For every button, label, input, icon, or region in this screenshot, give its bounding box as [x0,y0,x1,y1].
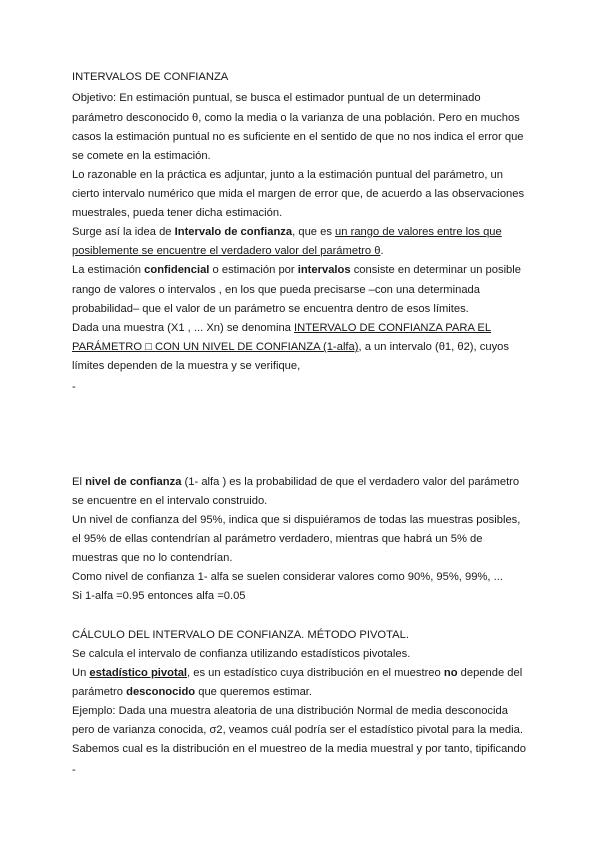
muestra-line-1: Dada una muestra (X1 , ... Xn) se denomina INTERVALO DE CONFIANZA PARA EL [72,322,492,334]
razonable-line-1: Lo razonable en la práctica es adjuntar, junto a la estimación puntual del parámetro, un [72,169,503,181]
nivel-line-2: se encuentre en el intervalo construido. [72,495,268,507]
term-no: no [443,667,458,679]
term-confidencial: confidencial [144,264,210,276]
term-nivel-de-confianza: nivel de confianza [85,476,182,488]
ejemplo-line-1: Ejemplo: Dada una muestra aleatoria de una distribución Normal de media desconocida [72,705,508,717]
muestra-line-2: PARÁMETRO □ CON UN NIVEL DE CONFIANZA (1-alfa), a un intervalo (θ1, θ2), cuyos [72,341,509,353]
term-parametro-underlined: PARÁMETRO □ CON UN NIVEL DE CONFIANZA (1-alfa) [72,341,359,353]
term-desconocido: desconocido [126,686,196,698]
objetivo-line-4: se comete en la estimación. [72,150,211,162]
ejemplo-nivel-line-2: el 95% de ellas contendrían al parámetro verdadero, mientras que habrá un 5% de [72,533,483,545]
ejemplo-nivel-line-1: Un nivel de confianza del 95%, indica que si dispuiéramos de todas las muestras posibles, [72,514,521,526]
ejemplo-line-3: Sabemos cual es la distribución en el muestreo de la media muestral y por tanto, tipificando [72,743,526,755]
razonable-line-2: cierto intervalo numérico que mida el margen de error que, de acuerdo a las observaciones [72,188,525,200]
ejemplo-nivel-line-3: muestras que no lo contendrían. [72,552,233,564]
estimacion-line-3: probabilidad– que el valor de un parámetro se encuentra dentro de esos límites. [72,303,469,315]
estimacion-line-1: La estimación confidencial o estimación por intervalos consiste en determinar un posible [72,264,521,276]
dash-separator-2: - [72,764,76,776]
term-intervalo-de-confianza: Intervalo de confianza [174,226,293,238]
ejemplo-line-2: pero de varianza conocida, σ2, veamos cuál podría ser el estadístico pivotal para la media. [72,724,523,736]
dash-separator: - [72,381,76,393]
term-intervalo-underlined: INTERVALO DE CONFIANZA PARA EL [294,322,492,334]
objetivo-line-1: Objetivo: En estimación puntual, se busca el estimador puntual de un determinado [72,92,481,104]
objetivo-line-3: casos la estimación puntual no es suficiente en el sentido de que no nos indica el error que [72,131,524,143]
surge-line-2: posiblemente se encuentre el verdadero valor del parámetro θ. [72,245,384,257]
surge-line-1: Surge así la idea de Intervalo de confianza, que es un rango de valores entre los que [72,226,502,238]
pivotal-line-1: Un estadístico pivotal, es un estadístico cuya distribución en el muestreo no depende del [72,667,523,679]
nivel-line-1: El nivel de confianza (1- alfa ) es la probabilidad de que el verdadero valor del parámetro [72,476,520,488]
ejemplo-nivel-line-4: Como nivel de confianza 1- alfa se suelen considerar valores como 90%, 95%, 99%, ... [72,571,503,583]
pivotal-line-2: parámetro desconocido que queremos estimar. [72,686,313,698]
objetivo-line-2: parámetro desconocido θ, como la media o la varianza de una población. Pero en muchos [72,112,520,124]
definition-underlined: un rango de valores entre los que [335,226,502,238]
calculo-heading: CÁLCULO DEL INTERVALO DE CONFIANZA. MÉTODO PIVOTAL. [72,629,409,641]
calculo-line: Se calcula el intervalo de confianza utilizando estadísticos pivotales. [72,648,411,660]
document-title: INTERVALOS DE CONFIANZA [72,71,229,83]
definition-underlined-cont: posiblemente se encuentre el verdadero valor del parámetro θ [72,245,381,257]
term-estadistico-pivotal: estadístico pivotal [89,667,188,679]
term-intervalos: intervalos [297,264,351,276]
muestra-line-3: límites dependen de la muestra y se verifique, [72,360,301,372]
ejemplo-nivel-line-5: Si 1-alfa =0.95 entonces alfa =0.05 [72,590,246,602]
estimacion-line-2: rango de valores o intervalos , en los que pueda precisarse –con una determinada [72,284,480,296]
razonable-line-3: muestrales, pueda tener dicha estimación. [72,207,283,219]
